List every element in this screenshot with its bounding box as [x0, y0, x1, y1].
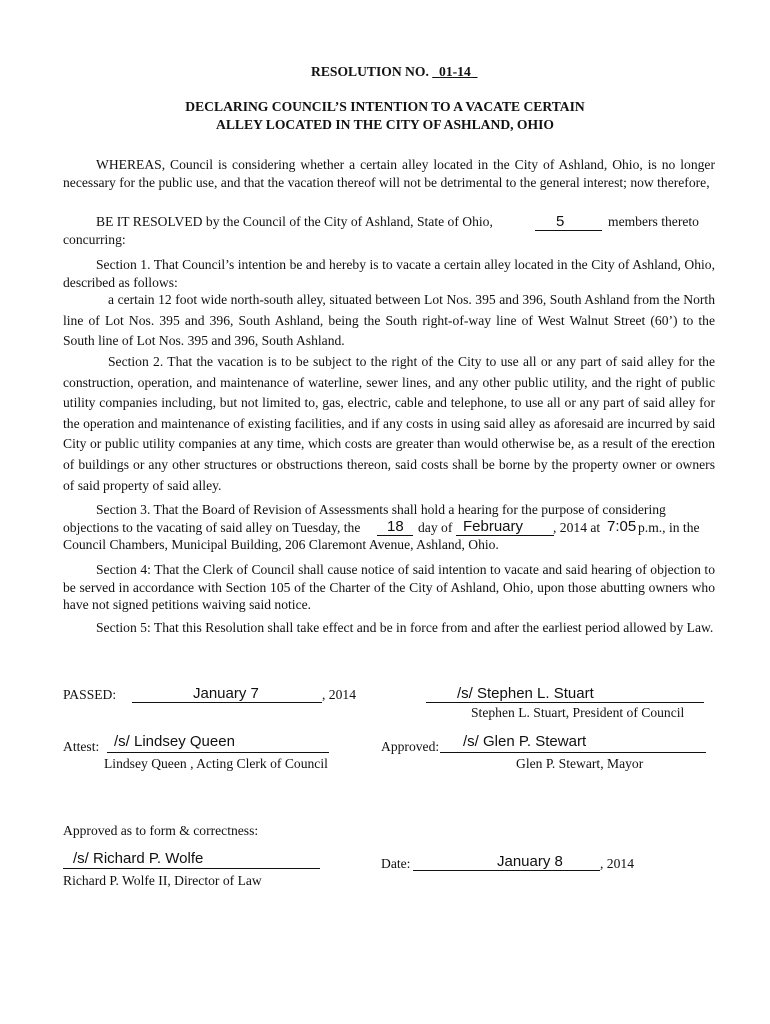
hearing-day: 18 — [387, 518, 404, 535]
resolution-label: RESOLUTION NO. — [311, 64, 429, 79]
section-5: Section 5: That this Resolution shall take effect and be in force from and after the earliest period allowed by Law. — [96, 620, 714, 635]
president-name: Stephen L. Stuart, President of Council — [471, 705, 685, 720]
form-approval-label: Approved as to form & correctness: — [63, 823, 259, 838]
resolved-line — [96, 214, 493, 230]
pm-text: p.m., in the — [638, 520, 700, 535]
hearing-time: 7:05 — [607, 518, 637, 535]
mayor-sig-line — [440, 752, 706, 753]
passed-label: PASSED: — [63, 687, 117, 702]
clerk-signature: /s/ Lindsey Queen — [114, 733, 235, 750]
resolved-end: concurring: — [63, 232, 126, 247]
section-3-line1: Section 3. That the Board of Revision of Assessments shall hold a hearing for the purpose of considering — [96, 502, 666, 517]
mayor-signature: /s/ Glen P. Stewart — [463, 733, 587, 750]
resolution-heading — [311, 64, 478, 80]
members-count: 5 — [556, 213, 565, 230]
section-3-line3: Council Chambers, Municipal Building, 206 Claremont Avenue, Ashland, Ohio. — [63, 537, 499, 552]
alley-description: a certain 12 foot wide north-south alley, situated between Lot Nos. 395 and 396, South Ashland from the North line of Lot Nos. 395 and 396, South Ashland, being the South right-of-way line of West Walnut Street (60’) to the South line of Lot Nos. 395 and 396, South Ashland. — [63, 292, 715, 349]
resolution-number: 01-14 — [439, 64, 471, 79]
law-director-name: Richard P. Wolfe II, Director of Law — [63, 873, 262, 888]
whereas-paragraph: WHEREAS, Council is considering whether a certain alley located in the City of Ashland, Ohio, is no longer necessary for the public use, and that the vacation thereof will not be detrimental to the general interest; now therefore, — [63, 157, 715, 190]
date-value: January 8 — [497, 853, 563, 870]
section-3-line2: objections to the vacating of said alley on Tuesday, the — [63, 520, 361, 535]
title-line-1: DECLARING COUNCIL’S INTENTION TO A VACATE CERTAIN — [185, 99, 585, 114]
clerk-name: Lindsey Queen , Acting Clerk of Council — [104, 756, 328, 771]
mayor-name: Glen P. Stewart, Mayor — [516, 756, 644, 771]
law-sig-line — [63, 868, 320, 869]
day-of-text: day of — [418, 520, 453, 535]
section-1: Section 1. That Council’s intention be and hereby is to vacate a certain alley located in the City of Ashland, Ohio, described as follows: — [63, 257, 715, 290]
section-2: Section 2. That the vacation is to be subject to the right of the City to use all or any part of said alley for the construction, operation, and maintenance of waterline, sewer lines, and any other public utility, and the right of public utility companies including, but not limited to, gas, electric, cable and telephone, to use all or any part of said alley for the operation and maintenance of existing facilities, and if any costs in using said alley as aforesaid are incurred by said City or public utility companies at any time, which costs are greater than would otherwise be, as a result of the erection of buildings or any other structures or obstructions thereon, said costs shall be borne by the property owner or owners of said property of said alley. — [63, 354, 715, 493]
hearing-month: February — [463, 518, 524, 535]
date-label: Date: — [381, 856, 411, 871]
clerk-sig-line — [107, 752, 329, 753]
law-signature: /s/ Richard P. Wolfe — [73, 850, 204, 867]
approved-label: Approved: — [381, 739, 440, 754]
passed-date: January 7 — [193, 685, 259, 702]
date-underline — [413, 870, 600, 871]
title-line-2: ALLEY LOCATED IN THE CITY OF ASHLAND, OHIO — [216, 117, 554, 132]
attest-label: Attest: — [63, 739, 100, 754]
resolved-post: members thereto — [608, 214, 699, 229]
passed-underline — [132, 702, 322, 703]
date-year: , 2014 — [600, 856, 634, 871]
members-underline — [535, 230, 602, 231]
day-underline — [377, 535, 413, 536]
passed-year: , 2014 — [322, 687, 356, 702]
resolved-text: BE IT RESOLVED by the Council of the City of Ashland, State of Ohio, — [96, 214, 493, 229]
section-4: Section 4: That the Clerk of Council shall cause notice of said intention to vacate and said hearing of objection to be served in accordance with Section 105 of the Charter of the City of Ashland, Ohio, upon those abutting owners who have not signed petitions waiving said notice. — [63, 562, 715, 612]
year-at-text: , 2014 at — [553, 520, 601, 535]
month-underline — [456, 535, 554, 536]
president-sig-line — [426, 702, 704, 703]
president-signature: /s/ Stephen L. Stuart — [457, 685, 594, 702]
